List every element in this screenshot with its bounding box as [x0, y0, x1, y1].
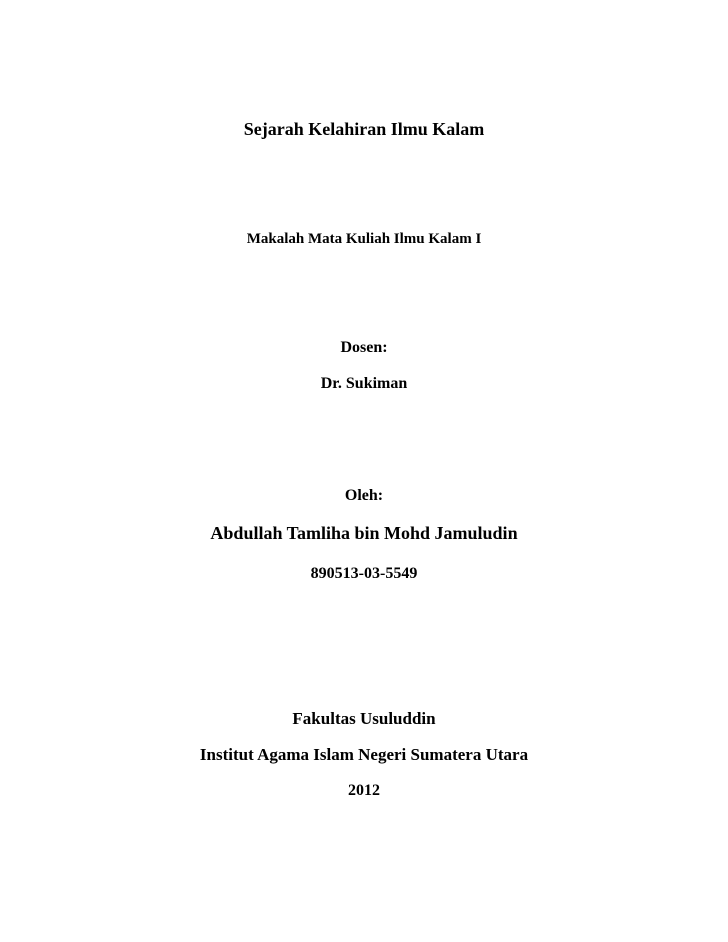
- paper-subtitle: Makalah Mata Kuliah Ilmu Kalam I: [246, 231, 482, 247]
- paper-title: Sejarah Kelahiran Ilmu Kalam: [243, 119, 485, 139]
- author-name: Abdullah Tamliha bin Mohd Jamuludin: [210, 523, 518, 543]
- institute-name: Institut Agama Islam Negeri Sumatera Utara: [199, 745, 529, 764]
- lecturer-label: Dosen:: [340, 339, 388, 356]
- year: 2012: [348, 782, 380, 799]
- lecturer-name: Dr. Sukiman: [320, 375, 408, 392]
- author-label: Oleh:: [344, 487, 384, 504]
- author-id: 890513-03-5549: [310, 565, 418, 582]
- faculty-name: Fakultas Usuluddin: [292, 709, 436, 728]
